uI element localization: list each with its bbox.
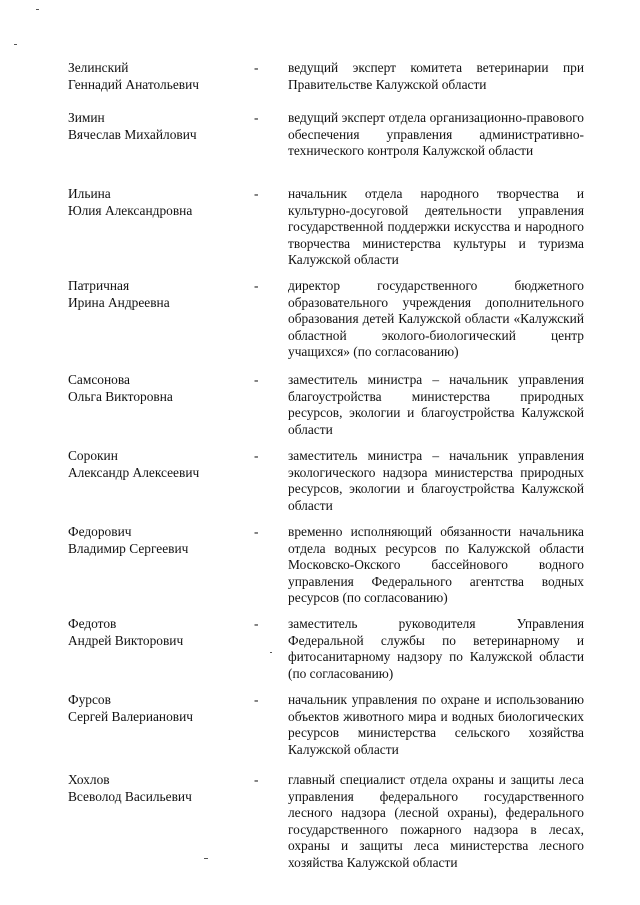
scan-speck	[204, 858, 208, 859]
separator-dash: -	[254, 772, 259, 787]
member-surname: Зимин	[68, 110, 105, 125]
separator-dash: -	[254, 372, 259, 387]
member-position: ведущий эксперт отдела организационно-правового обеспечения управления административно-технического контроля Калужской области	[288, 110, 584, 158]
member-position: заместитель министра – начальник управления благоустройства министерства природных ресурсов, экологии и благоустройства Калужской области	[288, 372, 584, 437]
member-position: директор государственного бюджетного образовательного учреждения дополнительного образования детей Калужской области «Калужский областной эколого-биологический центр учащихся» (по согласованию)	[288, 278, 584, 359]
member-name	[68, 616, 243, 649]
member-surname: Фурсов	[68, 692, 111, 707]
member-given-name: Геннадий Анатольевич	[68, 76, 200, 92]
separator-dash: -	[254, 616, 259, 631]
separator-dash: -	[254, 110, 259, 125]
member-position: начальник отдела народного творчества и культурно-досуговой деятельности управления государственной поддержки искусства и народного творчества министерства культуры и туризма Калужской области	[288, 186, 584, 267]
member-name	[68, 186, 243, 219]
member-position: начальник управления по охране и использованию объектов животного мира и водных биологических ресурсов министерства сельского хозяйства Калужской области	[288, 692, 584, 757]
member-name	[68, 448, 243, 481]
member-surname: Ильина	[68, 186, 111, 201]
member-position: ведущий эксперт комитета ветеринарии при Правительстве Калужской области	[288, 60, 584, 92]
member-given-name: Всеволод Васильевич	[68, 788, 192, 804]
member-given-name: Владимир Сергеевич	[68, 540, 189, 556]
member-given-name: Андрей Викторович	[68, 632, 184, 648]
scan-speck	[36, 9, 39, 10]
scan-speck	[270, 652, 272, 653]
member-surname: Зелинский	[68, 60, 129, 75]
member-position: временно исполняющий обязанности начальника отдела водных ресурсов по Калужской области Московско-Окского бассейнового водного управления Федерального агентства водных ресурсов (по согласованию)	[288, 524, 584, 605]
member-surname: Федотов	[68, 616, 117, 631]
separator-dash: -	[254, 278, 259, 293]
scan-speck	[14, 44, 17, 45]
separator-dash: -	[254, 448, 259, 463]
member-given-name: Александр Алексеевич	[68, 464, 200, 480]
separator-dash: -	[254, 524, 259, 539]
separator-dash: -	[254, 186, 259, 201]
member-given-name: Ольга Викторовна	[68, 388, 173, 404]
member-surname: Патричная	[68, 278, 130, 293]
member-given-name: Юлия Александровна	[68, 202, 193, 218]
member-name	[68, 278, 243, 311]
separator-dash: -	[254, 60, 259, 75]
member-name	[68, 524, 243, 557]
member-position: заместитель руководителя Управления Федеральной службы по ветеринарному и фитосанитарному надзору по Калужской области (по согласованию)	[288, 616, 584, 681]
member-surname: Сорокин	[68, 448, 118, 463]
member-name	[68, 692, 243, 725]
member-name	[68, 110, 243, 143]
member-name	[68, 60, 243, 93]
member-position: главный специалист отдела охраны и защиты леса управления федерального государственного лесного надзора (лесной охраны), федерального государственного пожарного надзора в лесах, охраны и защиты леса министерства лесного хозяйства Калужской области	[288, 772, 584, 870]
member-given-name: Ирина Андреевна	[68, 294, 170, 310]
separator-dash: -	[254, 692, 259, 707]
member-surname: Хохлов	[68, 772, 110, 787]
member-name	[68, 372, 243, 405]
member-position: заместитель министра – начальник управления экологического надзора министерства природных ресурсов, экологии и благоустройства Калужской области	[288, 448, 584, 513]
member-name	[68, 772, 243, 805]
member-surname: Самсонова	[68, 372, 130, 387]
member-surname: Федорович	[68, 524, 132, 539]
member-given-name: Вячеслав Михайлович	[68, 126, 197, 142]
member-given-name: Сергей Валерианович	[68, 708, 194, 724]
